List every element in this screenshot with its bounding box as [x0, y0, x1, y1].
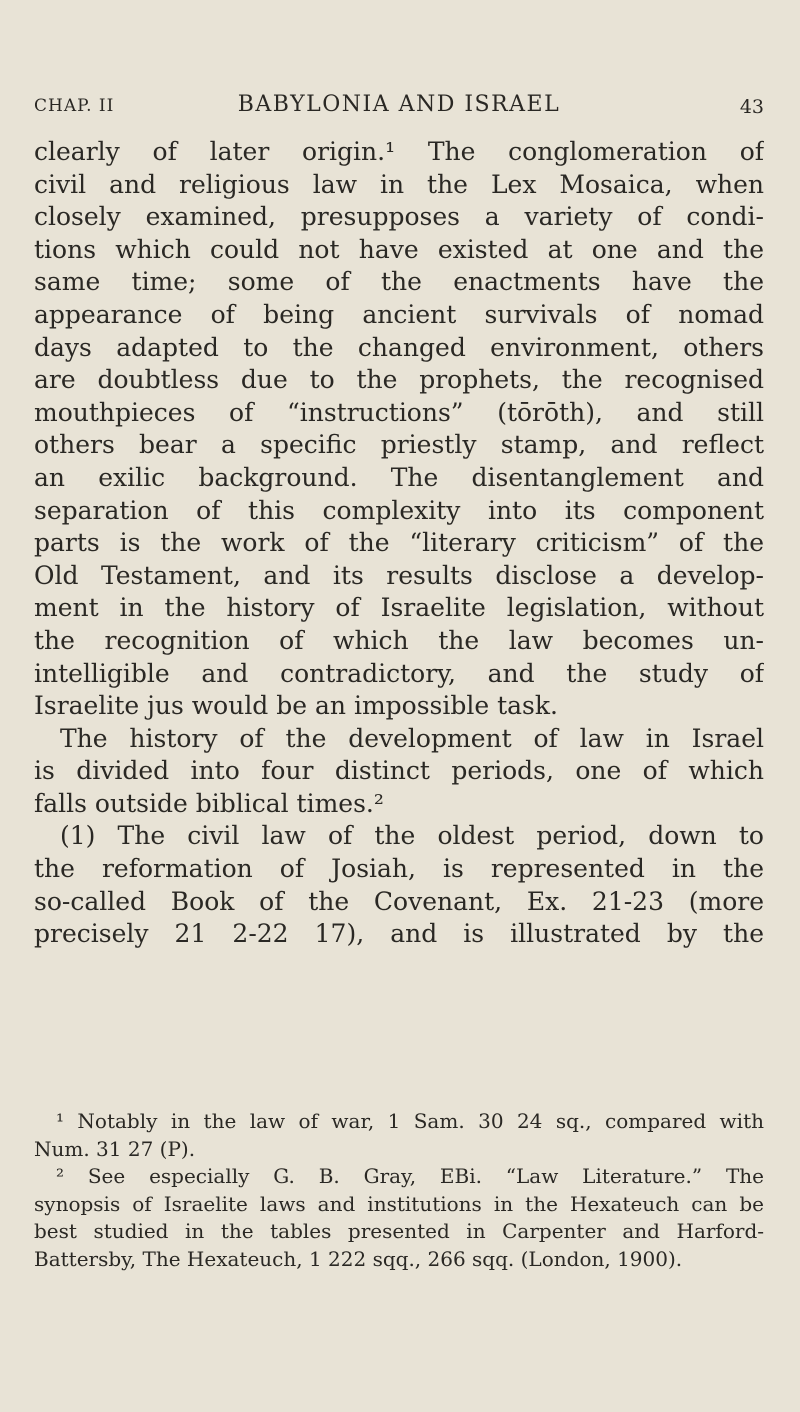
text-line: The history of the development of law in Israel	[60, 723, 764, 753]
running-head	[34, 92, 764, 122]
text-line: is divided into four distinct periods, one of which	[34, 756, 764, 786]
chapter-label: CHAP. II	[34, 96, 115, 116]
body-text	[34, 136, 764, 951]
page-number: 43	[739, 96, 764, 118]
footnote-line: ¹ Notably in the law of war, 1 Sam. 30 24 sq., compared with	[56, 1109, 764, 1133]
text-line: precisely 21 2-22 17), and is illustrated by the	[34, 919, 764, 949]
footnote-line: best studied in the tables presented in Carpenter and Harford-	[34, 1219, 764, 1243]
running-title: BABYLONIA AND ISRAEL	[237, 92, 561, 117]
text-line: civil and religious law in the Lex Mosaica, when	[34, 169, 764, 199]
text-line: clearly of later origin.¹ The conglomeration of	[34, 137, 764, 166]
text-line: appearance of being ancient survivals of nomad	[34, 299, 764, 329]
text-line: days adapted to the changed environment, others	[34, 332, 764, 362]
text-line: ment in the history of Israelite legislation, without	[34, 593, 764, 623]
footnote-line: Num. 31 27 (P).	[34, 1136, 196, 1161]
footnote-line: ² See especially G. B. Gray, EBi. “Law Literature.” The	[56, 1164, 764, 1188]
text-line: Old Testament, and its results disclose a develop-	[34, 560, 764, 590]
footnotes	[34, 1108, 764, 1273]
text-line: Israelite jus would be an impossible task.	[34, 691, 558, 721]
text-line: the reformation of Josiah, is represented in the	[34, 854, 764, 884]
text-line: falls outside biblical times.²	[34, 788, 384, 818]
text-line: the recognition of which the law becomes un-	[34, 625, 764, 655]
text-line: mouthpieces of “instructions” (tōrōth), and still	[34, 397, 764, 427]
text-line: parts is the work of the “literary criticism” of the	[34, 528, 764, 558]
text-line: so-called Book of the Covenant, Ex. 21-23 (more	[34, 886, 764, 916]
footnote-line: synopsis of Israelite laws and institutions in the Hexateuch can be	[34, 1191, 764, 1216]
text-line: same time; some of the enactments have the	[34, 267, 764, 297]
text-line: are doubtless due to the prophets, the recognised	[34, 365, 764, 395]
text-line: separation of this complexity into its component	[34, 495, 764, 525]
text-line: intelligible and contradictory, and the study of	[34, 658, 764, 688]
text-line: others bear a specific priestly stamp, and reflect	[34, 430, 764, 460]
text-line: closely examined, presupposes a variety of condi-	[34, 202, 764, 232]
text-line: (1) The civil law of the oldest period, down to	[60, 821, 764, 851]
text-line: an exilic background. The disentanglement and	[34, 462, 764, 492]
footnote-line: Battersby, The Hexateuch, 1 222 sqq., 266 sqq. (London, 1900).	[34, 1246, 683, 1271]
text-line: tions which could not have existed at one and the	[34, 234, 764, 264]
